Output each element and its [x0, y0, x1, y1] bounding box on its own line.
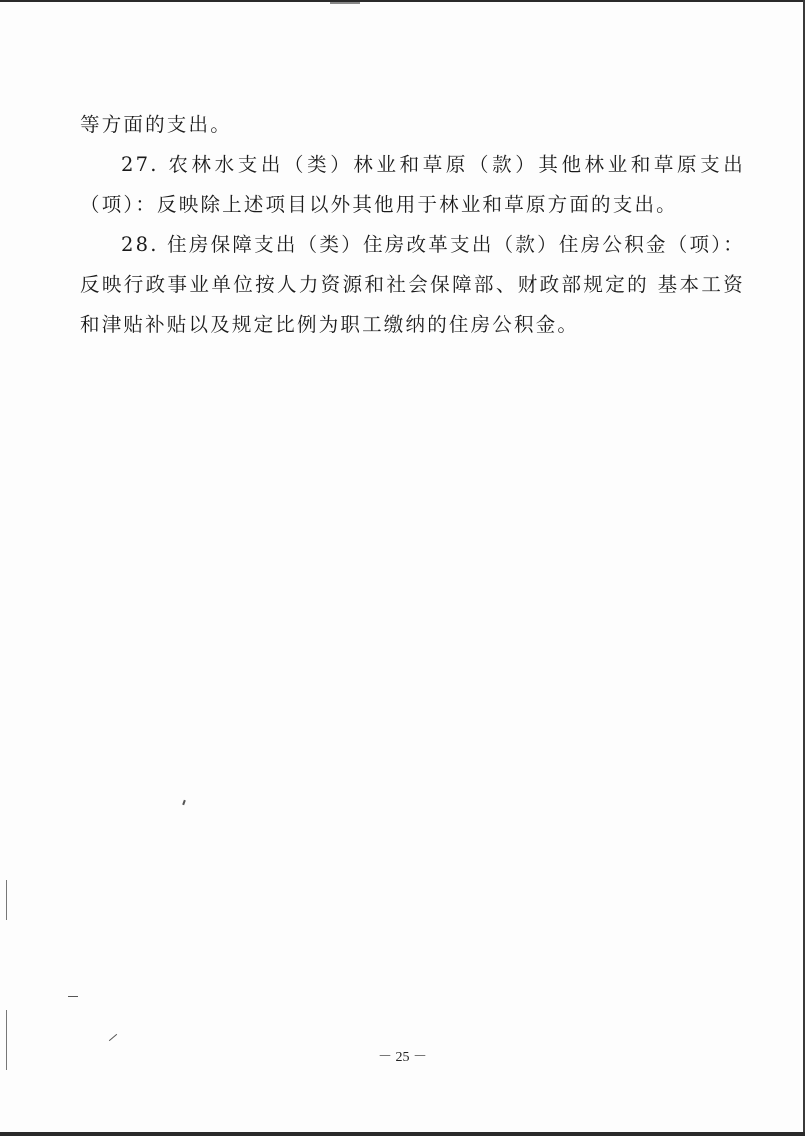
- paragraph-continuation: 等方面的支出。: [80, 113, 232, 136]
- page-number: － 25 －: [378, 1050, 427, 1065]
- scan-speck: [109, 1034, 117, 1041]
- scan-speck: [68, 996, 78, 997]
- scan-edge-left: [6, 880, 7, 920]
- scan-edge-top: [0, 0, 805, 2]
- paragraph-item-28: 28. 住房保障支出（类）住房改革支出（款）住房公积金（项）：反映行政事业单位按人力资源和社会保障部、财政部规定的 基本工资和津贴补贴以及规定比例为职工缴纳的住房公积金。: [80, 233, 745, 336]
- paragraph-item-27: 27. 农林水支出（类）林业和草原（款）其他林业和草原支出（项）：反映除上述项目以外其他用于林业和草原方面的支出。: [80, 153, 745, 216]
- scan-mark: [330, 2, 360, 4]
- scan-speck: [182, 800, 186, 805]
- scan-edge-bottom: [0, 1132, 805, 1136]
- body-text: [80, 105, 745, 345]
